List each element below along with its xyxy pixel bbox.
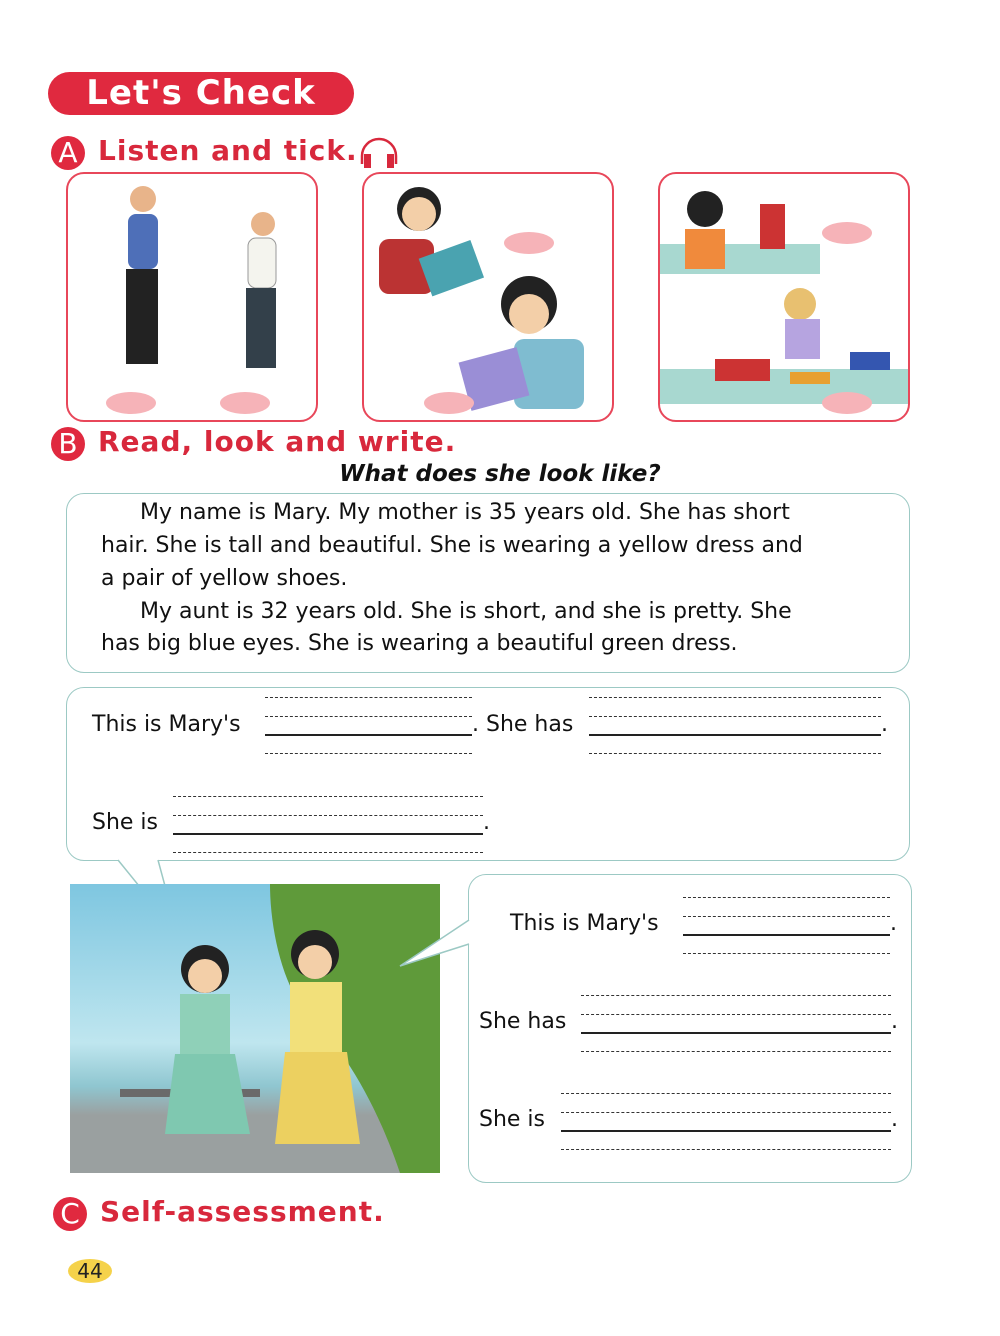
picture-mary-and-aunt xyxy=(70,884,440,1173)
answer-blank-2[interactable] xyxy=(589,697,881,757)
reading-illustration xyxy=(364,174,612,420)
sentence-stem: . She has xyxy=(472,712,574,737)
section-c-title: Self-assessment. xyxy=(100,1195,385,1228)
answer-blank-6[interactable] xyxy=(561,1093,891,1153)
passage-line: My aunt is 32 years old. She is short, and she is pretty. She xyxy=(140,599,792,624)
bubble-tail xyxy=(398,918,473,978)
period: . xyxy=(891,1009,898,1034)
men-illustration xyxy=(68,174,316,420)
passage-line: has big blue eyes. She is wearing a beautiful green dress. xyxy=(101,631,738,656)
answer-blank-1[interactable] xyxy=(265,697,472,757)
passage-line: My name is Mary. My mother is 35 years old. She has short xyxy=(140,500,790,525)
sentence-stem: She has xyxy=(479,1009,567,1034)
answer-blank-3[interactable] xyxy=(173,796,483,856)
page-number: 44 xyxy=(68,1259,112,1283)
reading-question: What does she look like? xyxy=(339,461,661,487)
period: . xyxy=(483,810,490,835)
period: . xyxy=(890,911,897,936)
sentence-stem: She is xyxy=(479,1107,546,1132)
page-title: Let's Check xyxy=(48,72,354,115)
passage-line: a pair of yellow shoes. xyxy=(101,566,348,591)
sentence-stem: This is Mary's xyxy=(510,911,659,936)
park-illustration xyxy=(70,884,440,1173)
sentence-stem: She is xyxy=(92,810,159,835)
picture-two-men-walking xyxy=(66,172,318,422)
toys-illustration xyxy=(660,174,908,420)
passage-line: hair. She is tall and beautiful. She is wearing a yellow dress and xyxy=(101,533,803,558)
headphones-icon xyxy=(358,136,400,172)
sentence-stem: This is Mary's xyxy=(92,712,241,737)
answer-blank-5[interactable] xyxy=(581,995,891,1055)
picture-kids-playing xyxy=(658,172,910,422)
section-a-badge: A xyxy=(51,136,85,170)
period: . xyxy=(881,712,888,737)
section-a-title: Listen and tick. xyxy=(98,134,358,167)
period: . xyxy=(891,1107,898,1132)
section-b-title: Read, look and write. xyxy=(98,425,457,458)
answer-blank-4[interactable] xyxy=(683,897,890,957)
picture-girls-reading xyxy=(362,172,614,422)
section-b-badge: B xyxy=(51,427,85,461)
section-c-badge: C xyxy=(53,1197,87,1231)
